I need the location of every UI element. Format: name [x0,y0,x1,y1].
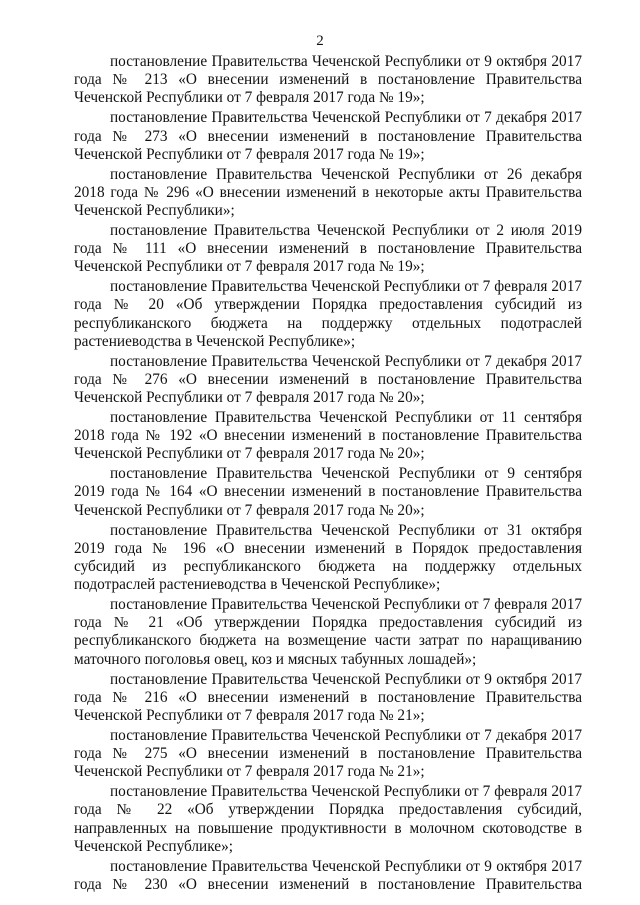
paragraph-7: постановление Правительства Чеченской Республики от 11 сентября 2018 года № 192 «О внесении изменений в постановление Правительства Чеченской Республики от 7 февраля 2017 года № 20»; [74,408,582,463]
document-body [74,53,582,896]
paragraph-10: постановление Правительства Чеченской Республики от 7 февраля 2017 года № 21 «Об утверждении Порядка предоставления субсидий из республиканского бюджета на возмещение части затрат по наращиванию маточного поголовья овец, коз и мясных табунных лошадей»; [74,596,582,668]
paragraph-1: постановление Правительства Чеченской Республики от 9 октября 2017 года № 213 «О внесении изменений в постановление Правительства Чеченской Республики от 7 февраля 2017 года № 19»; [74,53,582,107]
paragraph-2: постановление Правительства Чеченской Республики от 7 декабря 2017 года № 273 «О внесении изменений в постановление Правительства Чеченской Республики от 7 февраля 2017 года № 19»; [74,109,582,163]
paragraph-4: постановление Правительства Чеченской Республики от 2 июля 2019 года № 111 «О внесении изменений в постановление Правительства Чеченской Республики от 7 февраля 2017 года № 19»; [74,221,582,276]
paragraph-6: постановление Правительства Чеченской Республики от 7 декабря 2017 года № 276 «О внесении изменений в постановление Правительства Чеченской Республики от 7 февраля 2017 года № 20»; [74,352,582,407]
paragraph-14: постановление Правительства Чеченской Республики от 9 октября 2017 года № 230 «О внесении изменений в постановление Правительства [74,857,582,893]
page-number: 2 [316,33,324,49]
paragraph-12: постановление Правительства Чеченской Республики от 7 декабря 2017 года № 275 «О внесении изменений в постановление Правительства Чеченской Республики от 7 февраля 2017 года № 21»; [74,726,582,781]
paragraph-11: постановление Правительства Чеченской Республики от 9 октября 2017 года № 216 «О внесении изменений в постановление Правительства Чеченской Республики от 7 февраля 2017 года № 21»; [74,670,582,724]
paragraph-9: постановление Правительства Чеченской Республики от 31 октября 2019 года № 196 «О внесении изменений в Порядок предоставления субсидий из республиканского бюджета на поддержку отдельных подотраслей растениеводства в Чеченской Республике»; [74,521,582,594]
paragraph-13: постановление Правительства Чеченской Республики от 7 февраля 2017 года № 22 «Об утверждении Порядка предоставления субсидий, направленных на повышение продуктивности в молочном скотоводстве в Чеченской Республике»; [74,783,582,855]
paragraph-8: постановление Правительства Чеченской Республики от 9 сентября 2019 года № 164 «О внесении изменений в постановление Правительства Чеченской Республики от 7 февраля 2017 года № 20»; [74,465,582,519]
paragraph-3: постановление Правительства Чеченской Республики от 26 декабря 2018 года № 296 «О внесении изменений в некоторые акты Правительства Чеченской Республики»; [74,165,582,219]
paragraph-5: постановление Правительства Чеченской Республики от 7 февраля 2017 года № 20 «Об утверждении Порядка предоставления субсидий из республиканского бюджета на поддержку отдельных подотраслей растениеводства в Чеченской Республике»; [74,278,582,350]
